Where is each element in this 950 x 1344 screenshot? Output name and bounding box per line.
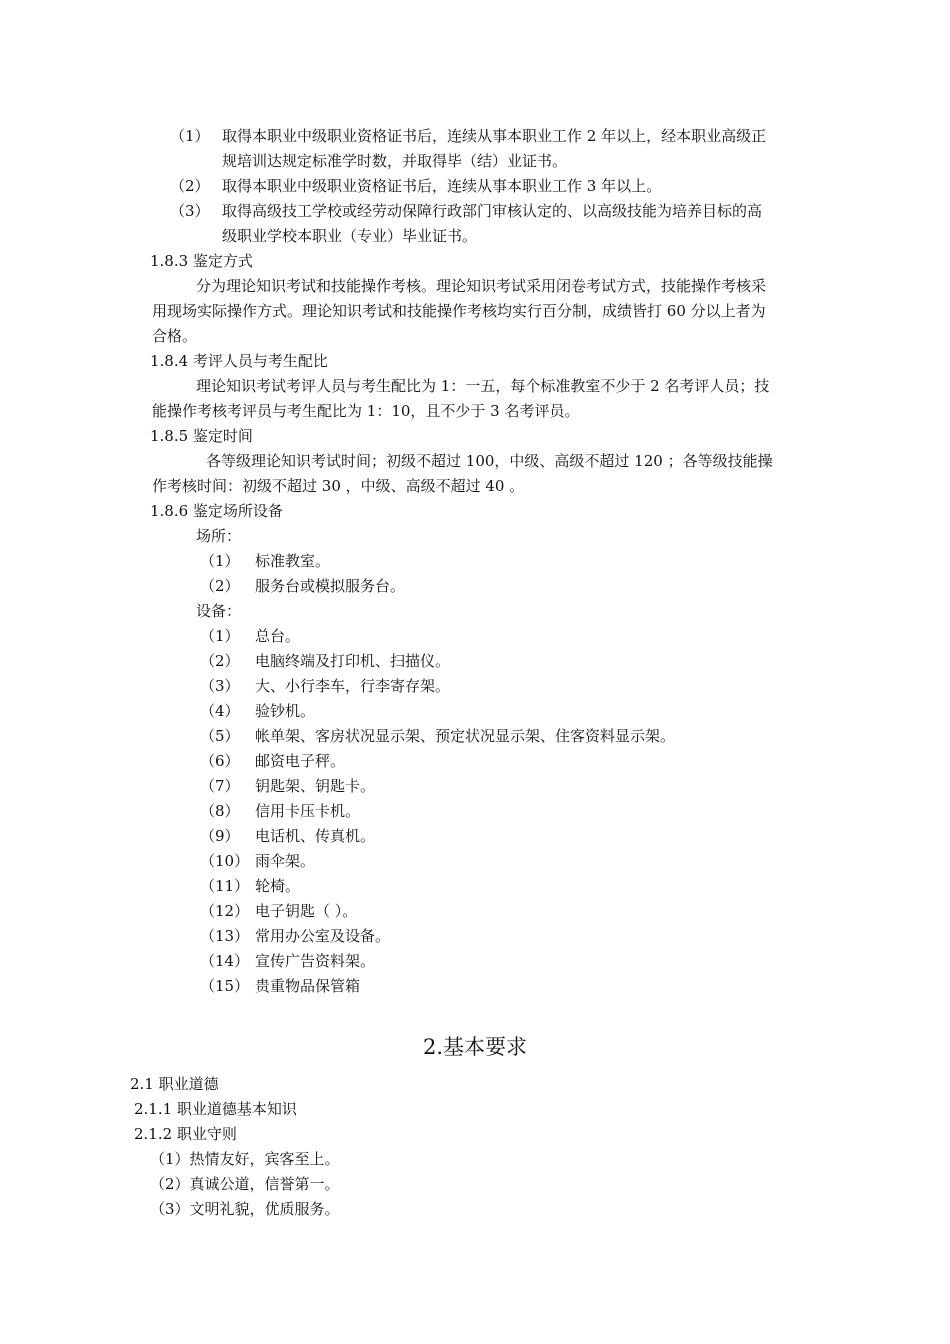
section-heading: 1.8.5 鉴定时间 — [150, 427, 253, 445]
list-item-text: 大、小行李车，行李寄存架。 — [255, 677, 451, 695]
section-heading: 1.8.4 考评人员与考生配比 — [150, 352, 328, 370]
list-item-text: 信用卡压卡机。 — [255, 802, 361, 820]
list-item-text: 宣传广告资料架。 — [255, 952, 376, 970]
paragraph-line: 各等级理论知识考试时间；初级不超过 100，中级、高级不超过 120 ；各等级技能操 — [206, 452, 773, 470]
list-number: （3） — [200, 677, 240, 695]
list-item-text: 邮资电子秤。 — [255, 752, 346, 770]
list-number: （11） — [200, 877, 250, 895]
subsection-heading: 2.1.2 职业守则 — [134, 1125, 237, 1143]
list-item-text: 贵重物品保管箱 — [255, 977, 361, 995]
list-item-text: 电子钥匙（ ）。 — [255, 902, 358, 920]
list-number: （13） — [200, 927, 250, 945]
list-number: （12） — [200, 902, 250, 920]
list-number: （8） — [200, 802, 240, 820]
list-number: （1） — [200, 627, 240, 645]
list-item-text: 取得本职业中级职业资格证书后，连续从事本职业工作 3 年以上。 — [222, 177, 662, 195]
list-number: （2） — [170, 177, 210, 195]
equipment-label: 设备： — [196, 602, 242, 620]
section-heading: 1.8.3 鉴定方式 — [150, 252, 253, 270]
list-item-text: 常用办公室及设备。 — [255, 927, 391, 945]
list-item: （2）真诚公道，信誉第一。 — [150, 1175, 340, 1193]
list-item-text: 帐单架、客房状况显示架、预定状况显示架、住客资料显示架。 — [255, 727, 676, 745]
list-item-text: 电脑终端及打印机、扫描仪。 — [255, 652, 451, 670]
list-number: （1） — [200, 552, 240, 570]
list-item-text: 总台。 — [255, 627, 301, 645]
paragraph-line: 合格。 — [152, 327, 198, 345]
list-item-text: 标准教室。 — [255, 552, 331, 570]
list-number: （5） — [200, 727, 240, 745]
venue-label: 场所： — [196, 527, 242, 545]
list-number: （3） — [170, 202, 210, 220]
list-number: （6） — [200, 752, 240, 770]
list-item-text: 验钞机。 — [255, 702, 316, 720]
paragraph-line: 作考核时间：初级不超过 30 ，中级、高级不超过 40 。 — [152, 477, 525, 495]
list-number: （2） — [200, 652, 240, 670]
list-item: （1）热情友好，宾客至上。 — [150, 1150, 340, 1168]
list-item-text: 取得本职业中级职业资格证书后，连续从事本职业工作 2 年以上，经本职业高级正 — [222, 127, 767, 145]
section-heading: 2.1 职业道德 — [130, 1075, 219, 1093]
paragraph-line: 分为理论知识考试和技能操作考核。理论知识考试采用闭卷考试方式，技能操作考核采 — [196, 277, 767, 295]
subsection-heading: 2.1.1 职业道德基本知识 — [134, 1100, 297, 1118]
list-number: （1） — [170, 127, 210, 145]
paragraph-line: 理论知识考试考评人员与考生配比为 1：一五，每个标准教室不少于 2 名考评人员；技 — [196, 377, 770, 395]
section-heading: 1.8.6 鉴定场所设备 — [150, 502, 283, 520]
list-item-text: 雨伞架。 — [255, 852, 316, 870]
list-number: （9） — [200, 827, 240, 845]
list-item-text: 轮椅。 — [255, 877, 301, 895]
list-item-text: 电话机、传真机。 — [255, 827, 376, 845]
list-number: （10） — [200, 852, 250, 870]
list-number: （15） — [200, 977, 250, 995]
paragraph-line: 能操作考核考评员与考生配比为 1：10，且不少于 3 名考评员。 — [152, 402, 580, 420]
list-item-text: 钥匙架、钥匙卡。 — [255, 777, 376, 795]
chapter-title: 2.基本要求 — [422, 1035, 528, 1059]
list-item-text: 服务台或模拟服务台。 — [255, 577, 406, 595]
list-item-text: 取得高级技工学校或经劳动保障行政部门审核认定的、以高级技能为培养目标的高 — [222, 202, 763, 220]
list-number: （14） — [200, 952, 250, 970]
list-number: （7） — [200, 777, 240, 795]
list-item: （3）文明礼貌，优质服务。 — [150, 1200, 340, 1218]
list-number: （4） — [200, 702, 240, 720]
paragraph-line: 用现场实际操作方式。理论知识考试和技能操作考核均实行百分制，成绩皆打 60 分以上者为 — [152, 302, 766, 320]
list-item-text: 级职业学校本职业（专业）毕业证书。 — [222, 227, 478, 245]
list-item-text: 规培训达规定标准学时数，并取得毕（结）业证书。 — [222, 152, 568, 170]
list-number: （2） — [200, 577, 240, 595]
